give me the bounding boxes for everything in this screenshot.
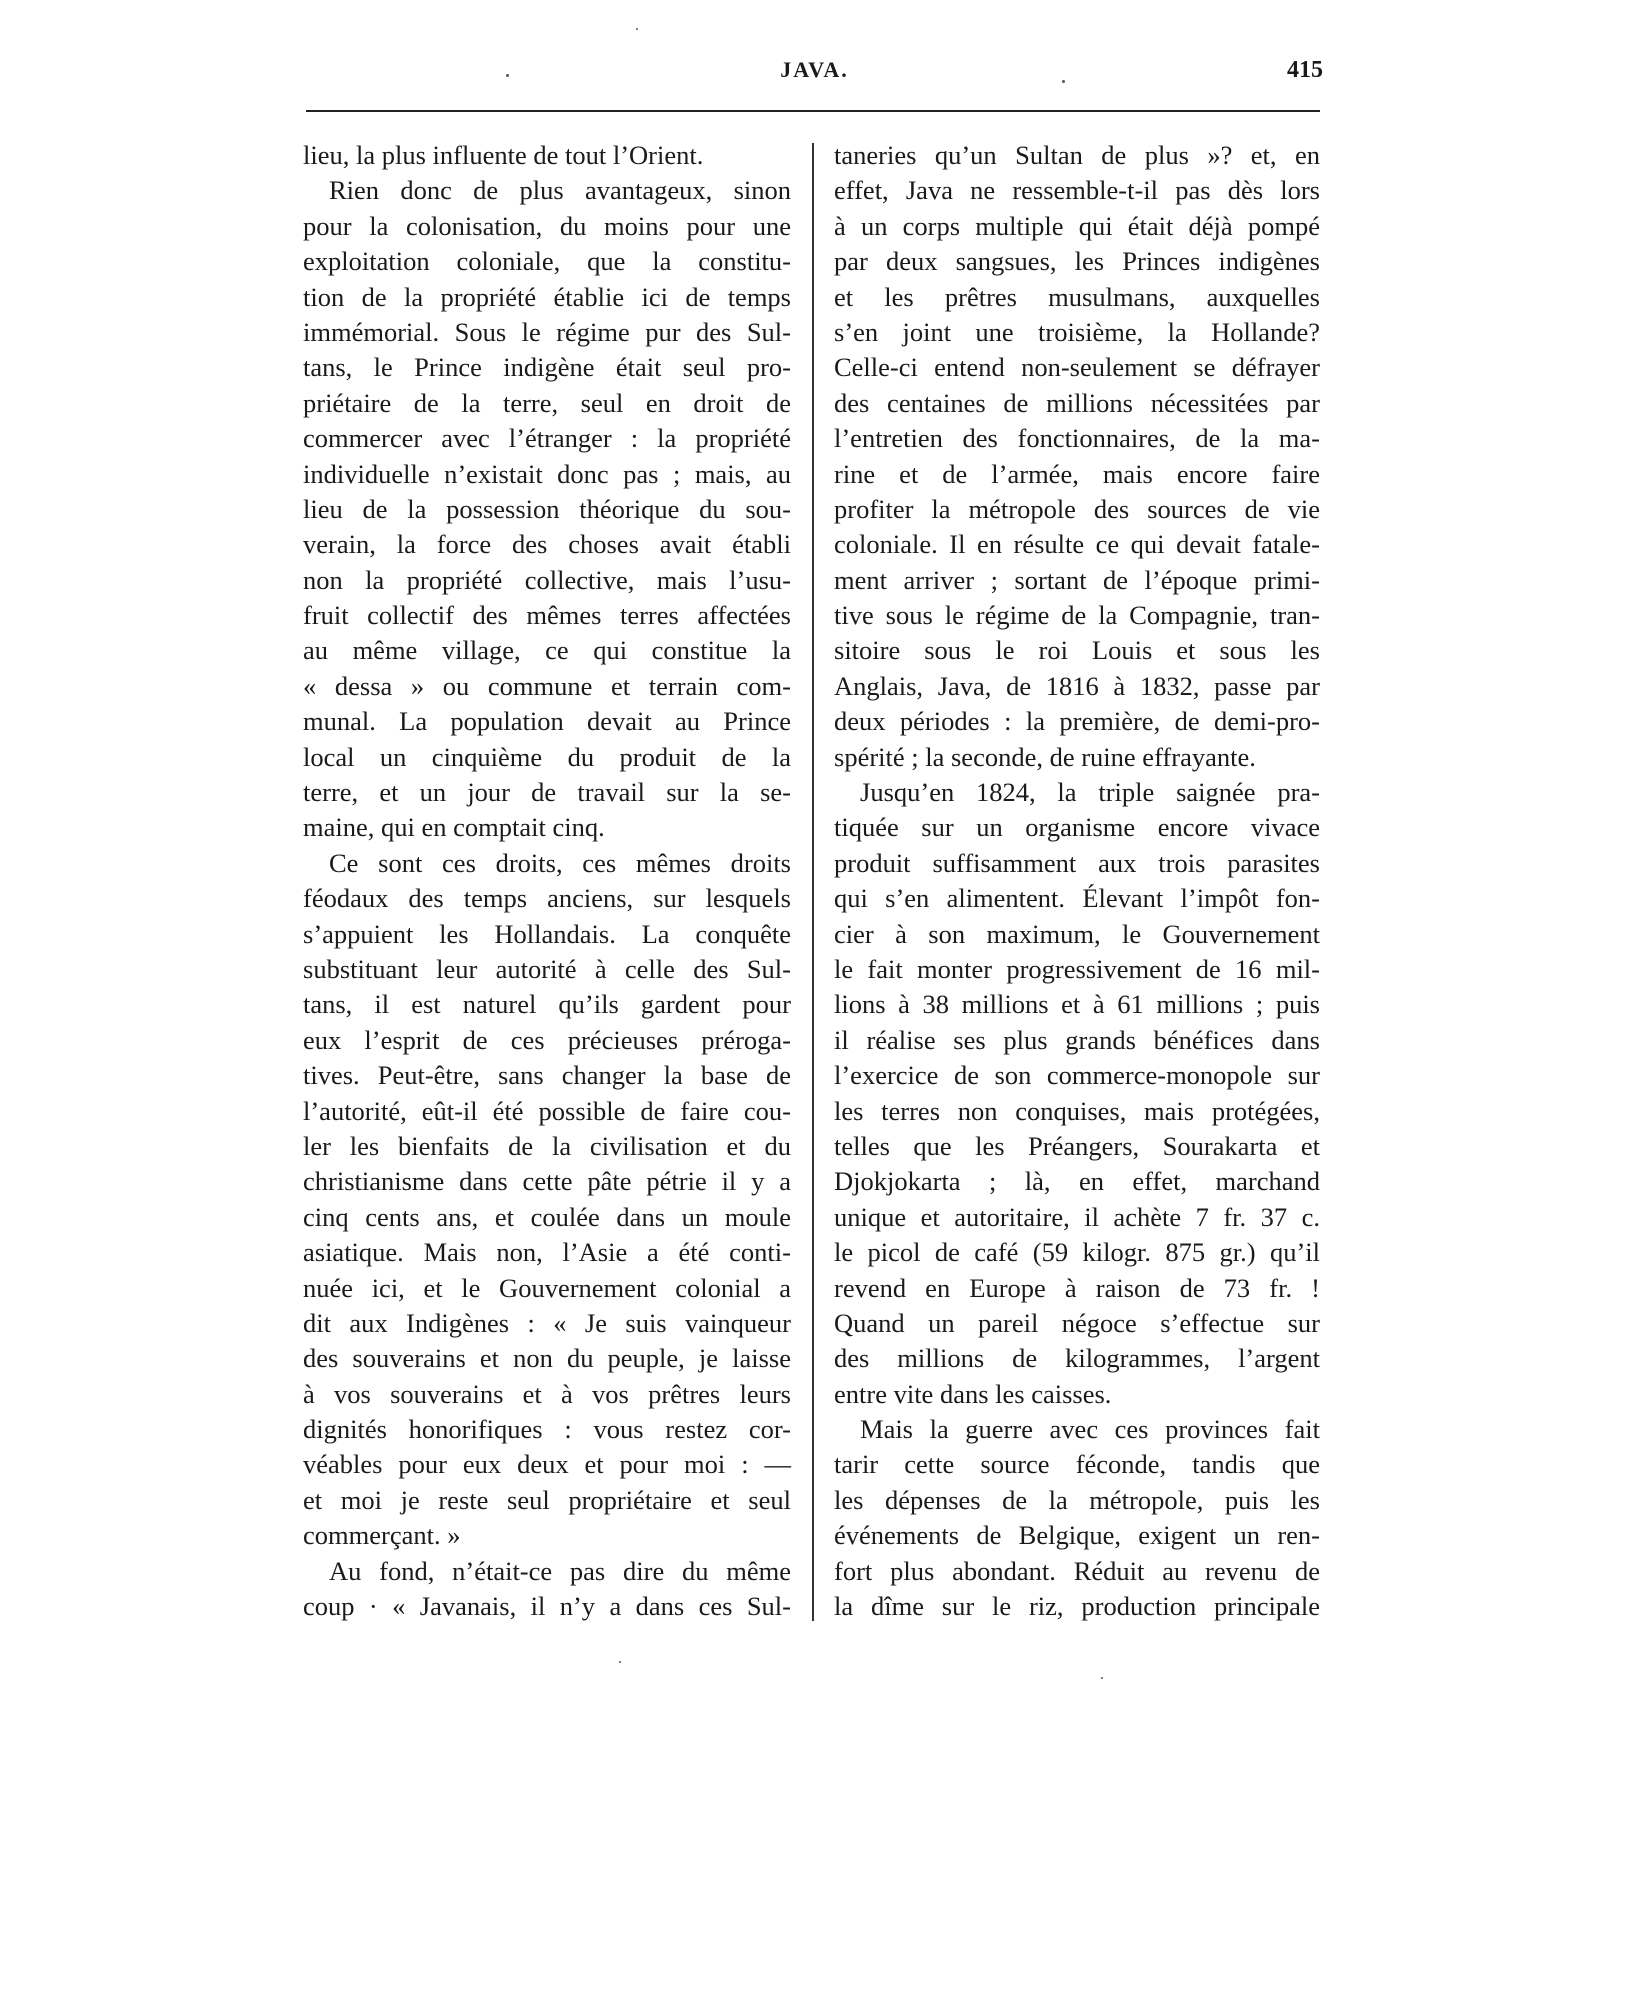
text-line: l’exercice de son commerce-monopole sur (834, 1060, 1320, 1091)
text-line: terre, et un jour de travail sur la se- (303, 777, 791, 808)
text-line: eux l’esprit de ces précieuses préroga- (303, 1024, 791, 1055)
text-line: profiter la métropole des sources de vie (834, 493, 1320, 524)
text-line: le picol de café (59 kilogr. 875 gr.) qu’il (834, 1237, 1320, 1268)
text-line: il réalise ses plus grands bénéfices dans (834, 1024, 1320, 1055)
text-line: qui s’en alimentent. Élevant l’impôt fon- (834, 883, 1320, 914)
text-line: Mais la guerre avec ces provinces fait (860, 1414, 1320, 1445)
text-line: non la propriété collective, mais l’usu- (303, 564, 791, 595)
text-line: commerçant. » (303, 1520, 461, 1551)
page-number: 415 (1287, 57, 1323, 83)
text-line: et moi je reste seul propriétaire et seul (303, 1484, 791, 1515)
text-line: le fait monter progressivement de 16 mil- (834, 953, 1320, 984)
column-separator (812, 143, 814, 1621)
text-line: lions à 38 millions et à 61 millions ; puis (834, 989, 1320, 1020)
text-line: tiquée sur un organisme encore vivace (834, 812, 1320, 843)
text-line: verain, la force des choses avait établi (303, 529, 791, 560)
text-line: lieu, la plus influente de tout l’Orient. (303, 140, 704, 170)
text-line: ler les bienfaits de la civilisation et du (303, 1130, 791, 1161)
text-line: munal. La population devait au Prince (303, 706, 791, 737)
text-line: au même village, ce qui constitue la (303, 635, 791, 666)
text-line: tans, il est naturel qu’ils gardent pour (303, 989, 791, 1020)
text-line: dignités honorifiques : vous restez cor- (303, 1414, 791, 1445)
text-line: l’autorité, eût-il été possible de faire cou- (303, 1095, 791, 1126)
text-line: effet, Java ne ressemble-t-il pas dès lors (834, 175, 1320, 206)
scan-speck (1062, 80, 1065, 83)
text-line: pour la colonisation, du moins pour une (303, 210, 791, 241)
text-line: ment arriver ; sortant de l’époque primi- (834, 564, 1320, 595)
text-line: les terres non conquises, mais protégées, (834, 1095, 1320, 1126)
text-line: sitoire sous le roi Louis et sous les (834, 635, 1320, 666)
right-column (834, 138, 1320, 1624)
text-line: et les prêtres musulmans, auxquelles (834, 281, 1320, 312)
text-line: dit aux Indigènes : « Je suis vainqueur (303, 1307, 791, 1338)
text-line: Djokjokarta ; là, en effet, marchand (834, 1166, 1320, 1197)
text-line: s’appuient les Hollandais. La conquête (303, 918, 791, 949)
text-line: l’entretien des fonctionnaires, de la ma- (834, 423, 1320, 454)
text-line: produit suffisamment aux trois parasites (834, 847, 1320, 878)
scan-speck (619, 1661, 621, 1663)
text-line: la dîme sur le riz, production principale (834, 1591, 1320, 1622)
text-line: exploitation coloniale, que la constitu- (303, 246, 791, 277)
text-line: à un corps multiple qui était déjà pompé (834, 210, 1320, 241)
text-line: Jusqu’en 1824, la triple saignée pra- (860, 777, 1320, 808)
text-line: taneries qu’un Sultan de plus »? et, en (834, 140, 1320, 170)
text-line: priétaire de la terre, seul en droit de (303, 387, 791, 418)
scan-speck (506, 74, 509, 77)
text-line: coloniale. Il en résulte ce qui devait fatale- (834, 529, 1320, 560)
text-line: Celle-ci entend non-seulement se défrayer (834, 352, 1320, 383)
text-line: tion de la propriété établie ici de temps (303, 281, 791, 312)
running-head (306, 52, 1323, 92)
text-line: s’en joint une troisième, la Hollande? (834, 316, 1320, 347)
text-line: des millions de kilogrammes, l’argent (834, 1343, 1320, 1374)
text-line: fruit collectif des mêmes terres affectées (303, 600, 791, 631)
text-line: tives. Peut-être, sans changer la base de (303, 1060, 791, 1091)
text-line: cinq cents ans, et coulée dans un moule (303, 1201, 791, 1232)
text-line: Anglais, Java, de 1816 à 1832, passe par (834, 670, 1320, 701)
text-line: Rien donc de plus avantageux, sinon (329, 175, 791, 206)
text-line: lieu de la possession théorique du sou- (303, 493, 791, 524)
text-line: substituant leur autorité à celle des Sul- (303, 953, 791, 984)
text-line: les dépenses de la métropole, puis les (834, 1484, 1320, 1515)
text-line: nuée ici, et le Gouvernement colonial a (303, 1272, 791, 1303)
text-line: Quand un pareil négoce s’effectue sur (834, 1307, 1320, 1338)
text-line: asiatique. Mais non, l’Asie a été conti- (303, 1237, 791, 1268)
text-line: entre vite dans les caisses. (834, 1378, 1112, 1409)
text-line: véables pour eux deux et pour moi : — (303, 1449, 791, 1480)
header-rule (306, 110, 1320, 112)
text-line: immémorial. Sous le régime pur des Sul- (303, 316, 791, 347)
scan-speck (636, 28, 638, 30)
running-title: JAVA. (780, 57, 849, 82)
scan-speck (1101, 1677, 1103, 1679)
text-line: des centaines de millions nécessitées par (834, 387, 1320, 418)
text-line: par deux sangsues, les Princes indigènes (834, 246, 1320, 277)
text-line: tans, le Prince indigène était seul pro- (303, 352, 791, 383)
text-line: fort plus abondant. Réduit au revenu de (834, 1555, 1320, 1586)
text-line: local un cinquième du produit de la (303, 741, 791, 772)
text-line: christianisme dans cette pâte pétrie il y a (303, 1166, 791, 1197)
text-line: individuelle n’existait donc pas ; mais, au (303, 458, 791, 489)
text-line: cier à son maximum, le Gouvernement (834, 918, 1320, 949)
text-line: Au fond, n’était-ce pas dire du même (329, 1555, 791, 1586)
text-line: tarir cette source féconde, tandis que (834, 1449, 1320, 1480)
text-line: à vos souverains et à vos prêtres leurs (303, 1378, 791, 1409)
left-column (303, 138, 791, 1624)
text-line: des souverains et non du peuple, je laisse (303, 1343, 791, 1374)
text-line: tive sous le régime de la Compagnie, tran- (834, 600, 1320, 631)
text-line: deux périodes : la première, de demi-pro- (834, 706, 1320, 737)
text-line: Ce sont ces droits, ces mêmes droits (329, 847, 791, 878)
text-line: féodaux des temps anciens, sur lesquels (303, 883, 791, 914)
text-line: coup · « Javanais, il n’y a dans ces Sul- (303, 1591, 791, 1622)
text-line: « dessa » ou commune et terrain com- (303, 670, 791, 701)
text-line: telles que les Préangers, Sourakarta et (834, 1130, 1320, 1161)
text-line: commercer avec l’étranger : la propriété (303, 423, 791, 454)
text-line: unique et autoritaire, il achète 7 fr. 37 c. (834, 1201, 1320, 1232)
text-line: rine et de l’armée, mais encore faire (834, 458, 1320, 489)
text-line: revend en Europe à raison de 73 fr. ! (834, 1272, 1320, 1303)
text-line: maine, qui en comptait cinq. (303, 812, 605, 843)
text-line: événements de Belgique, exigent un ren- (834, 1520, 1320, 1551)
text-line: spérité ; la seconde, de ruine effrayante. (834, 741, 1256, 772)
